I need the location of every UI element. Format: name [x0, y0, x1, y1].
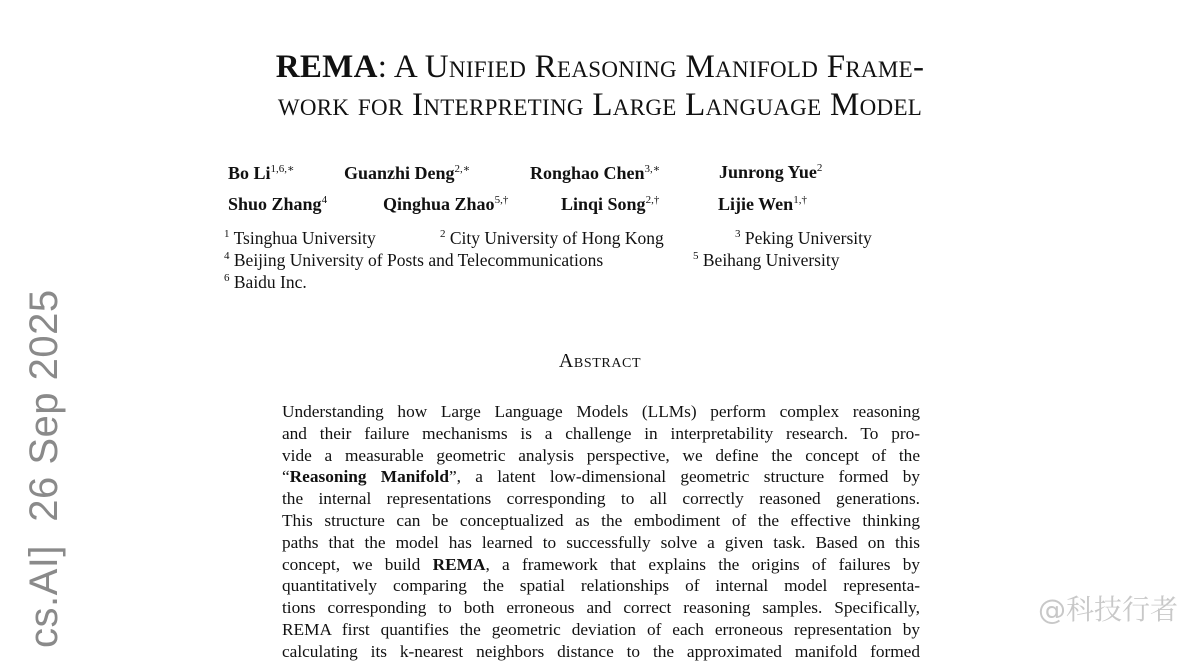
arxiv-stamp: cs.AI] 26 Sep 2025	[22, 289, 66, 648]
author-name: Junrong Yue	[719, 162, 817, 182]
affiliation-num: 4	[224, 250, 230, 262]
author-sup: 5,†	[494, 194, 509, 206]
author	[383, 194, 508, 215]
affiliation	[224, 250, 603, 271]
abstract-line: paths that the model has learned to successfully solve a given task. Based on this	[282, 532, 920, 552]
affiliation	[440, 228, 664, 249]
abstract-heading: Abstract	[558, 350, 642, 372]
author-name: Ronghao Chen	[530, 163, 645, 183]
affiliation-name: Beihang University	[702, 250, 840, 270]
abstract-line: REMA first quantifies the geometric deviation of each erroneous representation by	[282, 619, 920, 639]
abstract-line: quantitatively comparing the spatial relationships of internal model representa-	[282, 576, 920, 596]
abstract-line: This structure can be conceptualized as the embodiment of the effective thinking	[282, 510, 920, 530]
author	[718, 194, 807, 215]
author-name: Shuo Zhang	[228, 194, 322, 214]
abstract-line: vide a measurable geometric analysis perspective, we define the concept of the	[282, 445, 920, 465]
author-sup: 2,†	[645, 194, 660, 206]
author	[228, 194, 327, 215]
author-sup: 1,†	[793, 194, 807, 206]
abstract-bold-term: Reasoning Manifold	[289, 467, 449, 487]
abstract-line: the internal representations corresponding to all correctly reasoned generations.	[282, 489, 920, 509]
author	[530, 162, 660, 184]
watermark: @科技行者	[1037, 593, 1178, 626]
affiliation	[224, 228, 376, 249]
abstract-line: calculating its k-nearest neighbors distance to the approximated manifold formed	[282, 641, 920, 661]
affiliation-num: 3	[735, 228, 741, 240]
affiliation	[693, 250, 839, 271]
abstract-line: Understanding how Large Language Models (LLMs) perform complex reasoning	[282, 402, 920, 421]
affiliation-name: Beijing University of Posts and Telecommunications	[233, 250, 604, 270]
abstract-line: tions corresponding to both erroneous and correct reasoning samples. Specifically,	[282, 598, 920, 618]
affiliation	[224, 272, 307, 293]
author	[719, 162, 822, 183]
title-line-1-rest: : A Unified Reasoning Manifold Frame-	[377, 49, 925, 85]
affiliation-name: Peking University	[744, 228, 872, 248]
author-name: Lijie Wen	[718, 194, 794, 214]
affiliation-name: Baidu Inc.	[233, 272, 307, 292]
paper-title	[150, 48, 1050, 124]
title-line-1	[150, 48, 1050, 86]
abstract-bold-term: REMA	[432, 554, 486, 574]
author	[561, 194, 659, 215]
author-sup: 4	[321, 194, 328, 206]
author	[228, 162, 295, 184]
affiliation-num: 6	[224, 272, 230, 284]
abstract-body	[282, 401, 920, 663]
affiliation-num: 2	[440, 228, 446, 240]
affiliation-name: City University of Hong Kong	[449, 228, 664, 248]
author-sup: 1,6,∗	[270, 163, 295, 175]
abstract-line: and their failure mechanisms is a challenge in interpretability research. To pro-	[282, 423, 920, 443]
affiliation-num: 1	[224, 228, 230, 240]
abstract-line: concept, we build REMA, a framework that explains the origins of failures by	[282, 554, 920, 574]
author-name: Qinghua Zhao	[383, 194, 495, 214]
title-line-2: work for Interpreting Large Language Model	[277, 87, 923, 123]
title-bold-rema: REMA	[275, 49, 378, 85]
author	[344, 162, 470, 184]
author-name: Bo Li	[228, 163, 271, 183]
affiliation-num: 5	[693, 250, 699, 262]
author-sup: 2,∗	[454, 163, 471, 175]
affiliation	[735, 228, 872, 249]
abstract-line: “Reasoning Manifold”, a latent low-dimensional geometric structure formed by	[282, 467, 920, 487]
author-name: Guanzhi Deng	[344, 163, 455, 183]
author-sup: 2	[816, 162, 823, 174]
affiliation-name: Tsinghua University	[233, 228, 376, 248]
author-sup: 3,∗	[644, 163, 661, 175]
author-name: Linqi Song	[561, 194, 646, 214]
